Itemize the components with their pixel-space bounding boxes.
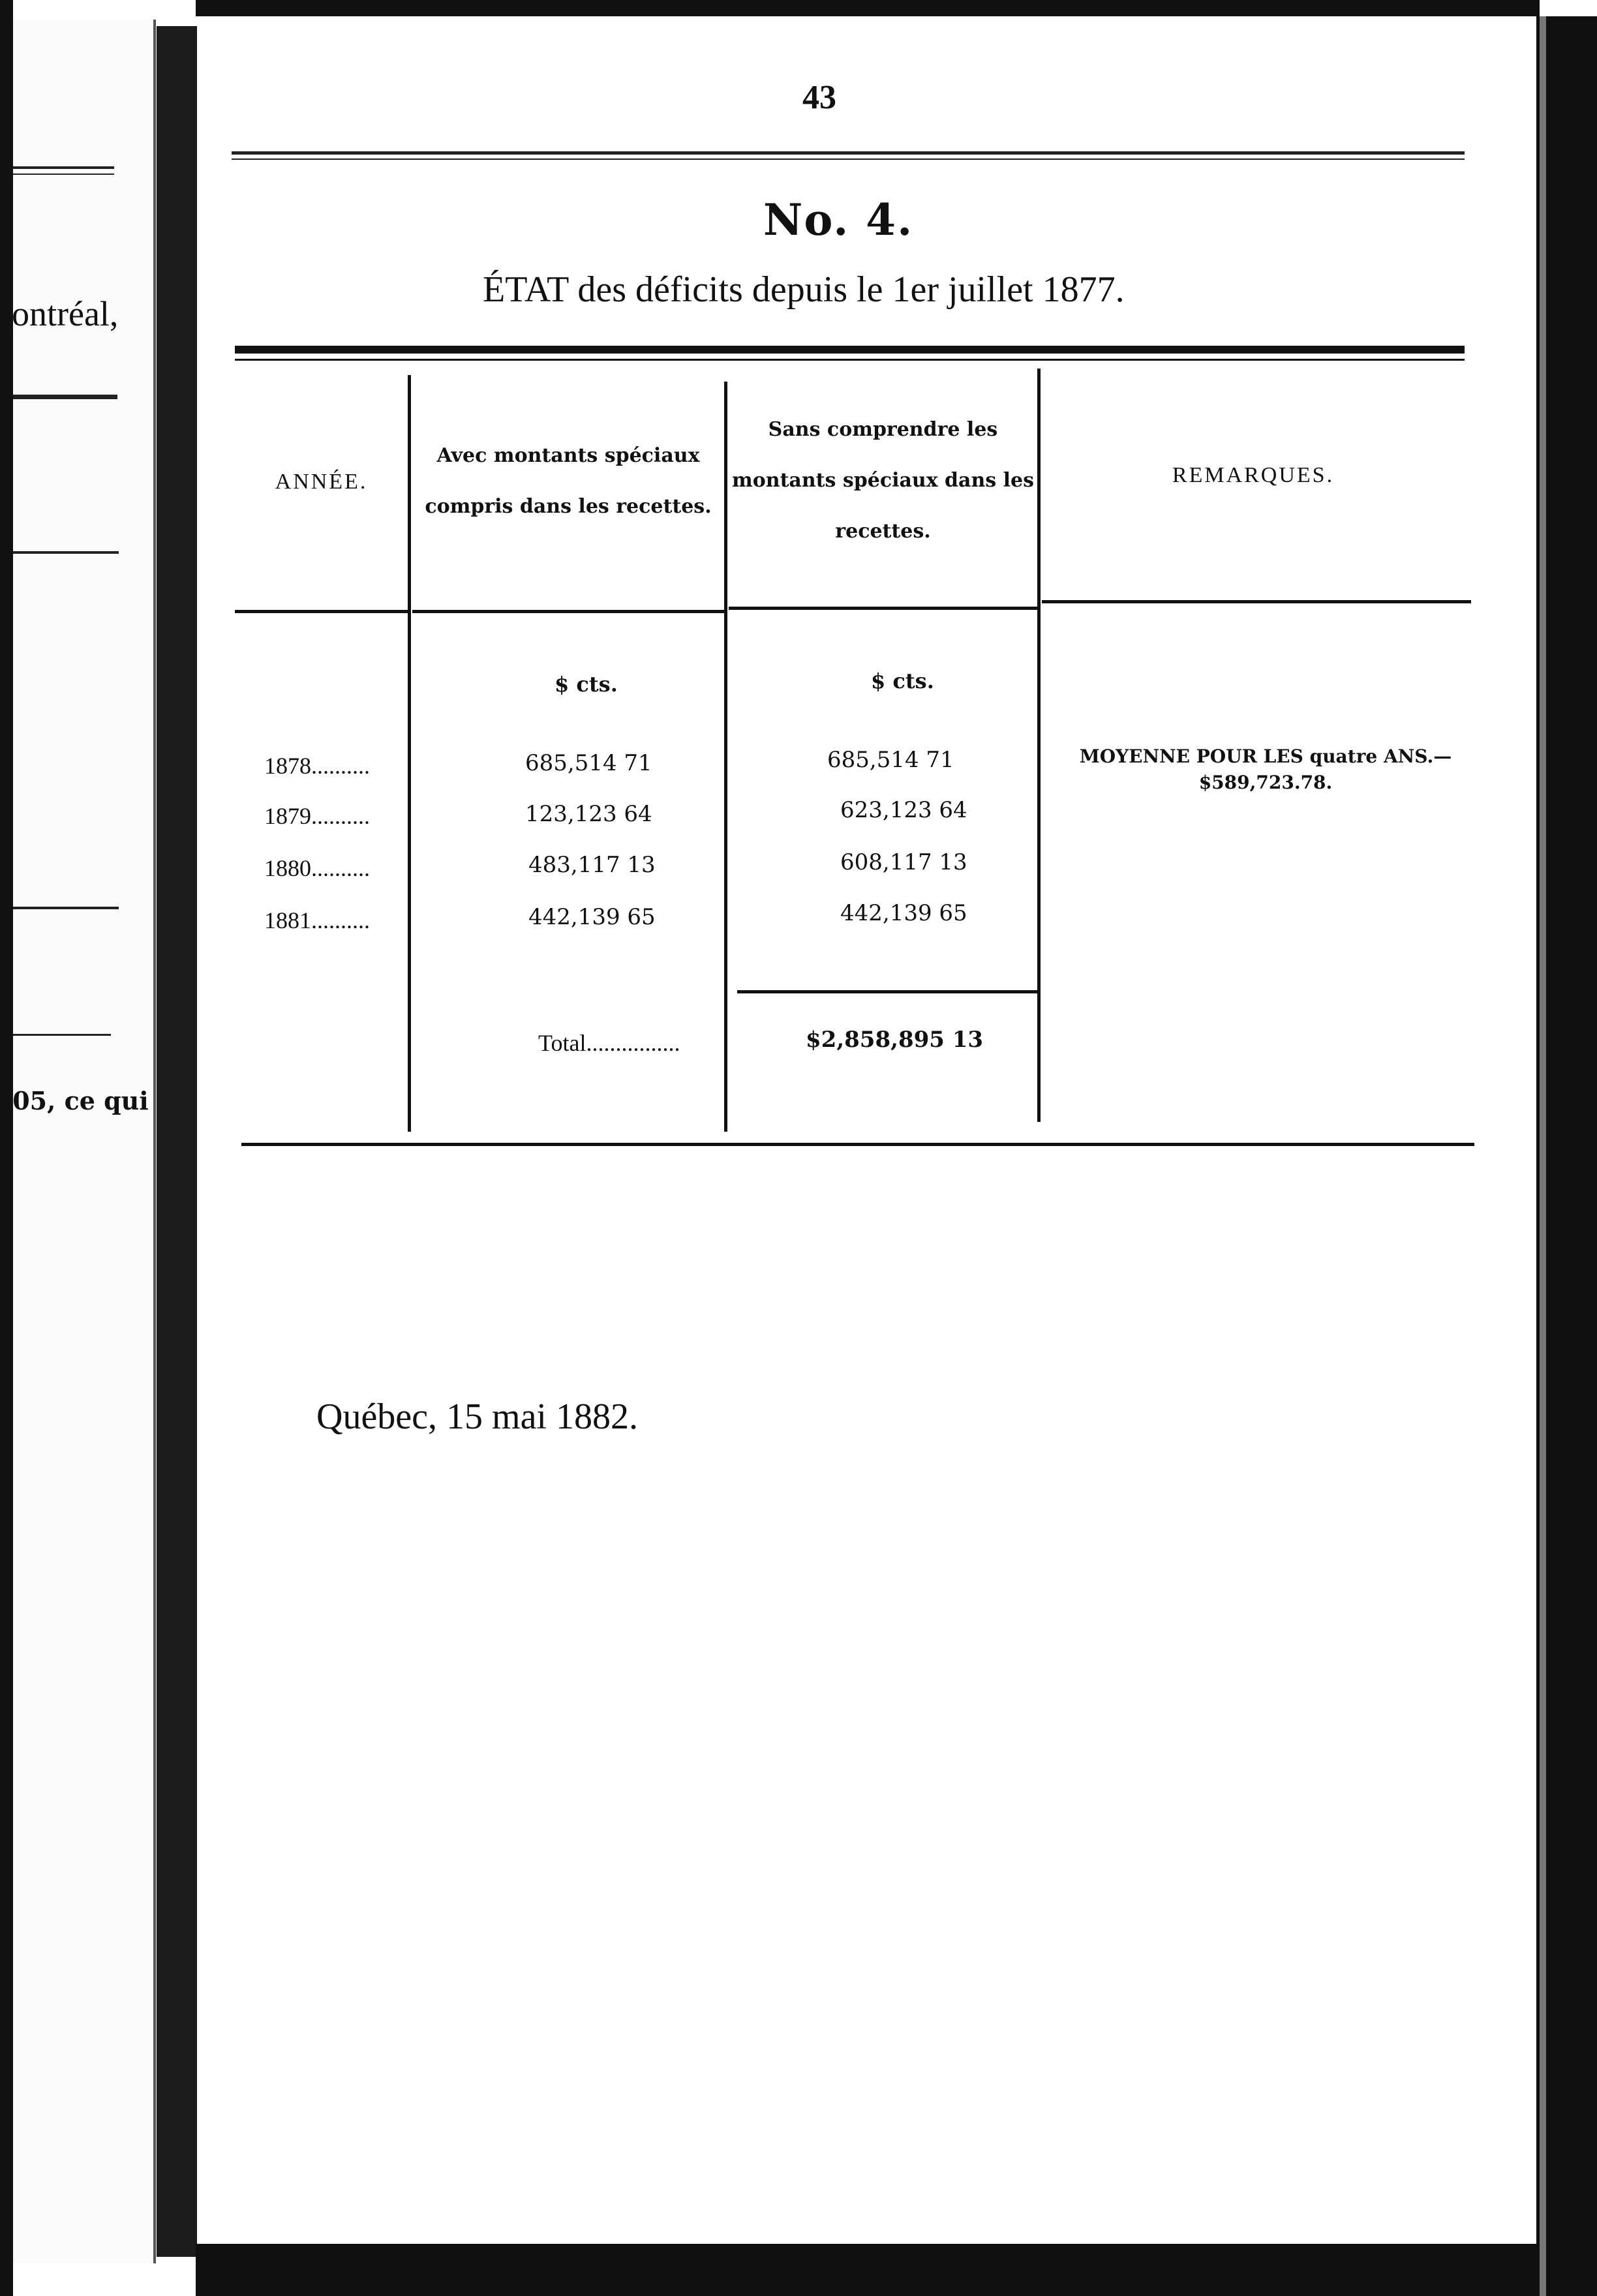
page-number: 43 xyxy=(802,79,836,116)
left-page-rule xyxy=(13,551,119,554)
table-bottom-rule xyxy=(241,1143,1474,1146)
scan-border-left xyxy=(0,0,13,2296)
header-year: ANNÉE. xyxy=(275,470,368,494)
row-year: 1878.......... xyxy=(264,753,370,779)
left-page-rule xyxy=(13,166,114,169)
row-year: 1880.......... xyxy=(264,855,370,881)
header-rule xyxy=(232,159,1465,160)
row-without-special: 442,139 65 xyxy=(840,900,967,926)
header-without-special: Sans comprendre les montants spéciaux dans les recettes. xyxy=(732,418,1034,543)
page-edge xyxy=(1540,16,1546,2296)
scan-border-bottom xyxy=(196,2244,1540,2296)
column-divider xyxy=(1037,369,1041,1122)
row-year: 1881.......... xyxy=(264,907,370,933)
row-year: 1879.......... xyxy=(264,803,370,829)
column-divider xyxy=(408,375,411,1132)
document-number: No. 4. xyxy=(763,194,914,245)
row-without-special: 685,514 71 xyxy=(827,747,954,773)
column-divider xyxy=(724,382,727,1132)
header-remarks: REMARQUES. xyxy=(1172,463,1335,487)
document-title: ÉTAT des déficits depuis le 1er juillet 1877. xyxy=(483,269,1125,310)
page-binding xyxy=(157,26,197,2257)
unit-label: $ cts. xyxy=(555,672,618,697)
left-page-fragment xyxy=(4,20,156,2263)
total-label: Total................ xyxy=(538,1030,680,1056)
header-bottom-rule xyxy=(1042,600,1471,603)
unit-label: $ cts. xyxy=(871,669,934,693)
row-with-special: 123,123 64 xyxy=(525,801,652,827)
left-page-text: .05, ce qui xyxy=(4,1086,149,1115)
remark-average xyxy=(1070,744,1461,796)
left-page-text: ontréal, xyxy=(12,294,119,333)
remark-line: $589,723.78. xyxy=(1198,772,1333,793)
left-page-rule xyxy=(13,398,117,399)
row-without-special: 623,123 64 xyxy=(840,797,967,823)
table-top-rule xyxy=(235,346,1465,354)
left-page-rule xyxy=(13,1034,111,1036)
total-value: $2,858,895 13 xyxy=(806,1027,984,1053)
remark-line: MOYENNE POUR LES quatre ANS.— xyxy=(1079,746,1452,767)
left-page-rule xyxy=(13,174,114,175)
table-top-rule xyxy=(235,359,1465,361)
total-rule xyxy=(737,990,1037,993)
scan-border-top xyxy=(196,0,1540,16)
header-bottom-rule xyxy=(729,607,1037,610)
row-with-special: 685,514 71 xyxy=(525,750,652,776)
place-date: Québec, 15 mai 1882. xyxy=(316,1397,638,1437)
header-bottom-rule xyxy=(235,610,408,613)
header-rule xyxy=(232,151,1465,155)
left-page-rule xyxy=(13,907,119,909)
header-with-special: Avec montants spéciaux compris dans les recettes. xyxy=(425,444,712,518)
row-with-special: 483,117 13 xyxy=(528,852,656,878)
row-with-special: 442,139 65 xyxy=(528,904,656,930)
header-bottom-rule xyxy=(412,610,724,613)
row-without-special: 608,117 13 xyxy=(840,849,967,875)
